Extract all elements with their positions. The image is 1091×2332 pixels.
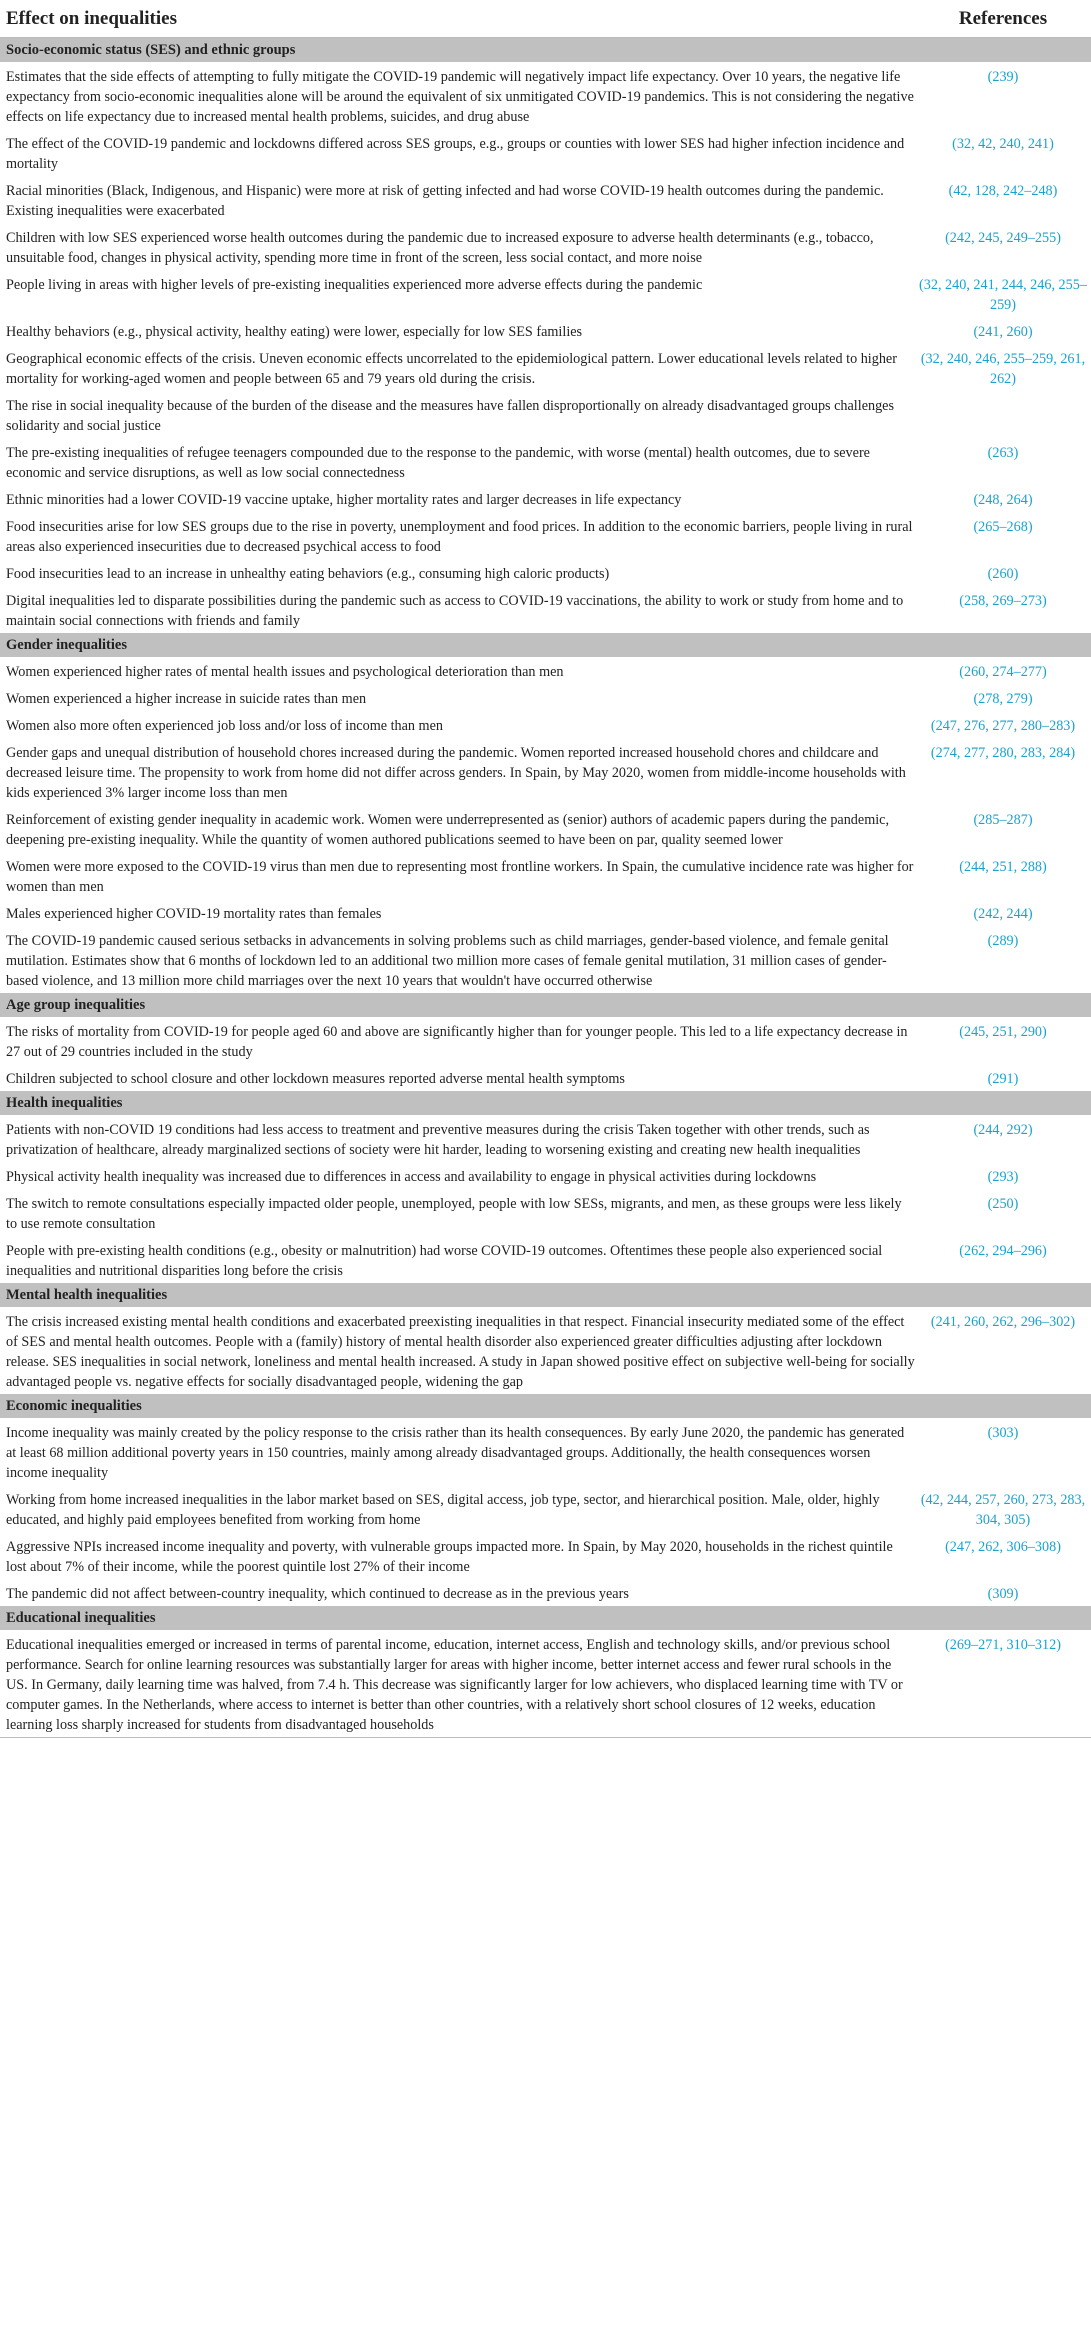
effect-cell: Estimates that the side effects of attempting to fully mitigate the COVID-19 pandemic will negatively impact life expectancy. Over 10 years, the negative life expectancy from socio-economic inequalities alone will be around the equivalent of six unmitigated COVID-19 pandemics. This is not considering the negative effects on life expectancy due to increased mental health problems, suicides, and drug abuse (6, 69, 914, 125)
table-row (0, 1236, 1091, 1283)
effect-cell: Women were more exposed to the COVID-19 virus than men due to representing most frontline workers. In Spain, the cumulative incidence rate was higher for women than men (6, 859, 914, 895)
reference-link[interactable]: (242, 245, 249–255) (945, 230, 1061, 246)
reference-link[interactable]: (241, 260) (973, 324, 1033, 340)
table-row (0, 223, 1091, 270)
table-row (0, 1485, 1091, 1532)
table-row (0, 176, 1091, 223)
reference-link[interactable]: (32, 42, 240, 241) (952, 136, 1054, 152)
section-title: Health inequalities (0, 1091, 1091, 1115)
effect-cell: The COVID-19 pandemic caused serious setbacks in advancements in solving problems such as child marriages, gender-based violence, and female genital mutilation. Estimates show that 6 months of lockdown led to an additional two million more cases of female genital mutilation, 31 million cases of gender-based violence, and 13 million more child marriages over the next 10 years that wouldn't have occurred otherwise (6, 933, 889, 989)
reference-link[interactable]: (303) (987, 1425, 1019, 1441)
effect-cell: Children subjected to school closure and other lockdown measures reported adverse mental health symptoms (6, 1071, 625, 1087)
table-row (0, 586, 1091, 633)
reference-link[interactable]: (242, 244) (973, 906, 1033, 922)
table-row (0, 852, 1091, 899)
reference-link[interactable]: (269–271, 310–312) (915, 1630, 1091, 1738)
reference-link[interactable]: (241, 260, 262, 296–302) (930, 1314, 1076, 1330)
reference-link[interactable] (915, 391, 1091, 438)
section-header-row (0, 1283, 1091, 1307)
reference-link[interactable]: (263) (987, 445, 1019, 461)
reference-link[interactable]: (289) (987, 933, 1019, 949)
effect-cell: Aggressive NPIs increased income inequality and poverty, with vulnerable groups impacted more. In Spain, by May 2020, households in the richest quintile lost about 7% of their income, while the poorest quintile lost 27% of their income (6, 1539, 893, 1575)
reference-link[interactable]: (42, 128, 242–248) (948, 183, 1058, 199)
table-row (0, 738, 1091, 805)
table-row (0, 129, 1091, 176)
table-row (0, 1189, 1091, 1236)
reference-link[interactable]: (42, 244, 257, 260, 273, 283, 304, 305) (920, 1492, 1086, 1528)
table-row (0, 1307, 1091, 1394)
reference-link[interactable]: (285–287) (973, 812, 1033, 828)
section-header-row (0, 1091, 1091, 1115)
section-header-row (0, 1606, 1091, 1630)
effect-cell: Women experienced higher rates of mental health issues and psychological deterioration than men (6, 664, 564, 680)
reference-link[interactable]: (278, 279) (973, 691, 1033, 707)
reference-link[interactable]: (258, 269–273) (959, 593, 1047, 609)
reference-link[interactable]: (262, 294–296) (959, 1243, 1047, 1259)
table-row (0, 62, 1091, 129)
table-row (0, 1017, 1091, 1064)
effect-cell: The risks of mortality from COVID-19 for people aged 60 and above are significantly higher than for younger people. This led to a life expectancy decrease in 27 out of 29 countries included in the study (6, 1024, 908, 1060)
effect-cell: The crisis increased existing mental health conditions and exacerbated preexisting inequalities in that respect. Financial insecurity mediated some of the effect of SES and mental health outcomes. People with a (family) history of mental health disorder also experienced greater difficulties adjusting after lockdown release. SES inequalities in social network, loneliness and mental health increased. A study in Japan showed positive effect on subjective well-being for socially advantaged people vs. negative effects for socially disadvantaged people, widening the gap (6, 1314, 915, 1390)
effect-cell: Gender gaps and unequal distribution of household chores increased during the pandemic. Women reported increased household chores and childcare and decreased leisure time. The propensity to work from home did not differ across genders. In Spain, by May 2020, women from middle-income households with kids experienced 3% larger income loss than men (6, 745, 906, 801)
effect-cell: Food insecurities arise for low SES groups due to the rise in poverty, unemployment and food prices. In addition to the economic barriers, people living in rural areas also experienced insecurities due to decreased psychical access to food (6, 519, 913, 555)
reference-link[interactable]: (239) (987, 69, 1019, 85)
section-header-row (0, 993, 1091, 1017)
effect-cell: People living in areas with higher levels of pre-existing inequalities experienced more adverse effects during the pandemic (6, 277, 703, 293)
table-header (0, 0, 1091, 38)
table-body (0, 38, 1091, 1738)
reference-link[interactable]: (247, 276, 277, 280–283) (930, 718, 1076, 734)
effect-cell: Women experienced a higher increase in suicide rates than men (6, 691, 367, 707)
reference-link[interactable]: (32, 240, 246, 255–259, 261, 262) (920, 351, 1086, 387)
reference-link[interactable]: (244, 251, 288) (959, 859, 1047, 875)
table-row (0, 805, 1091, 852)
reference-link[interactable]: (245, 251, 290) (959, 1024, 1047, 1040)
effect-cell: Physical activity health inequality was increased due to differences in access and availability to engage in physical activities during lockdowns (6, 1169, 817, 1185)
reference-link[interactable]: (247, 262, 306–308) (945, 1539, 1061, 1555)
table-row (0, 1418, 1091, 1485)
reference-link[interactable]: (260, 274–277) (959, 664, 1047, 680)
effect-column-header: Effect on inequalities (0, 0, 915, 38)
effect-cell: Geographical economic effects of the crisis. Uneven economic effects uncorrelated to the epidemiological pattern. Lower educational levels related to higher mortality for working-aged women and people between 65 and 79 years old during the crisis. (6, 351, 897, 387)
table-row (0, 1115, 1091, 1162)
reference-link[interactable]: (244, 292) (973, 1122, 1033, 1138)
table-row (0, 512, 1091, 559)
effect-cell: Ethnic minorities had a lower COVID-19 vaccine uptake, higher mortality rates and larger decreases in life expectancy (6, 492, 682, 508)
effect-cell: Reinforcement of existing gender inequality in academic work. Women were underrepresented as (senior) authors of academic papers during the pandemic, deepening pre-existing inequality. While the quantity of women authored publications seemed to have been on par, quality seemed lower (6, 812, 890, 848)
table-row (0, 391, 1091, 438)
section-header-row (0, 1394, 1091, 1418)
effect-cell: The effect of the COVID-19 pandemic and lockdowns differed across SES groups, e.g., groups or counties with lower SES had higher infection incidence and mortality (6, 136, 905, 172)
effect-cell: Income inequality was mainly created by the policy response to the crisis rather than its health consequences. By early June 2020, the pandemic has generated at least 68 million additional poverty years in 150 countries, mainly among already disadvantaged groups. Additionally, the health consequences worsen income inequality (6, 1425, 905, 1481)
table-row (0, 1630, 1091, 1738)
effect-cell: Racial minorities (Black, Indigenous, and Hispanic) were more at risk of getting infected and had worse COVID-19 health outcomes during the pandemic. Existing inequalities were exacerbated (6, 183, 884, 219)
reference-link[interactable]: (248, 264) (973, 492, 1033, 508)
table-row (0, 559, 1091, 586)
table-row (0, 899, 1091, 926)
effect-cell: The pandemic did not affect between-country inequality, which continued to decrease as in the previous years (6, 1586, 629, 1602)
section-title: Educational inequalities (0, 1606, 1091, 1630)
table-row (0, 1532, 1091, 1579)
table-row (0, 485, 1091, 512)
effect-cell: Digital inequalities led to disparate possibilities during the pandemic such as access to COVID-19 vaccinations, the ability to work or study from home and to maintain social connections with friends and family (6, 593, 904, 629)
effect-cell: Healthy behaviors (e.g., physical activity, healthy eating) were lower, especially for low SES families (6, 324, 583, 340)
section-title: Socio-economic status (SES) and ethnic groups (0, 38, 1091, 63)
effect-cell: The pre-existing inequalities of refugee teenagers compounded due to the response to the pandemic, with worse (mental) health outcomes, due to severe economic and service disruptions, as well as low social connectedness (6, 445, 870, 481)
table-row (0, 1064, 1091, 1091)
effect-cell: Working from home increased inequalities in the labor market based on SES, digital access, job type, sector, and hierarchical position. Male, older, highly educated, and highly paid employees benefited from working from home (6, 1492, 880, 1528)
effect-cell: The switch to remote consultations especially impacted older people, unemployed, people with low SESs, migrants, and men, as these groups were less likely to use remote consultation (6, 1196, 902, 1232)
references-column-header: References (915, 0, 1091, 38)
header-row (0, 0, 1091, 38)
table-row (0, 657, 1091, 684)
table-row (0, 1579, 1091, 1606)
section-header-row (0, 38, 1091, 63)
effect-cell: Patients with non-COVID 19 conditions had less access to treatment and preventive measures during the crisis Taken together with other trends, such as privatization of healthcare, already marginalized sections of society were hit harder, leading to worsening existing and creating new health inequalities (6, 1122, 870, 1158)
table-row (0, 317, 1091, 344)
section-title: Age group inequalities (0, 993, 1091, 1017)
effect-cell: The rise in social inequality because of the burden of the disease and the measures have fallen disproportionally on already disadvantaged groups challenges solidarity and social justice (6, 398, 894, 434)
effect-cell: People with pre-existing health conditions (e.g., obesity or malnutrition) had worse COVID-19 outcomes. Oftentimes these people also experienced social inequalities and nutritional disparities long before the crisis (6, 1243, 883, 1279)
effect-cell: Food insecurities lead to an increase in unhealthy eating behaviors (e.g., consuming high caloric products) (6, 566, 610, 582)
reference-link[interactable]: (32, 240, 241, 244, 246, 255–259) (919, 277, 1087, 313)
reference-link[interactable]: (260) (987, 566, 1019, 582)
section-title: Mental health inequalities (0, 1283, 1091, 1307)
reference-link[interactable]: (265–268) (973, 519, 1033, 535)
table-row (0, 438, 1091, 485)
reference-link[interactable]: (291) (987, 1071, 1019, 1087)
table-row (0, 711, 1091, 738)
effect-cell: Women also more often experienced job loss and/or loss of income than men (6, 718, 443, 734)
table-row (0, 270, 1091, 317)
section-header-row (0, 633, 1091, 657)
reference-link[interactable]: (274, 277, 280, 283, 284) (930, 745, 1076, 761)
table-row (0, 684, 1091, 711)
reference-link[interactable]: (309) (987, 1586, 1019, 1602)
effect-cell: Males experienced higher COVID-19 mortality rates than females (6, 906, 382, 922)
effect-cell: Children with low SES experienced worse health outcomes during the pandemic due to increased exposure to adverse health determinants (e.g., tobacco, unsuitable food, changes in physical activity, spending more time in front of the screen, less social contact, and more noise (6, 230, 874, 266)
table-row (0, 926, 1091, 993)
effect-cell: Educational inequalities emerged or increased in terms of parental income, education, internet access, English and technology skills, and/or previous school performance. Search for online learning resources was substantially larger for areas with higher income, better internet access and fewer rural schools in the US. In Germany, daily learning time was halved, from 7.4 h. This decrease was significantly larger for low achievers, who displaced learning time with TV or computer games. In the Netherlands, where access to internet is better than other countries, with a relatively short school closures of 12 weeks, education learning loss sharply increased for students from disadvantaged households (0, 1630, 915, 1738)
section-title: Gender inequalities (0, 633, 1091, 657)
reference-link[interactable]: (293) (987, 1169, 1019, 1185)
table-row (0, 1162, 1091, 1189)
section-title: Economic inequalities (0, 1394, 1091, 1418)
reference-link[interactable]: (250) (987, 1196, 1019, 1212)
table-row (0, 344, 1091, 391)
